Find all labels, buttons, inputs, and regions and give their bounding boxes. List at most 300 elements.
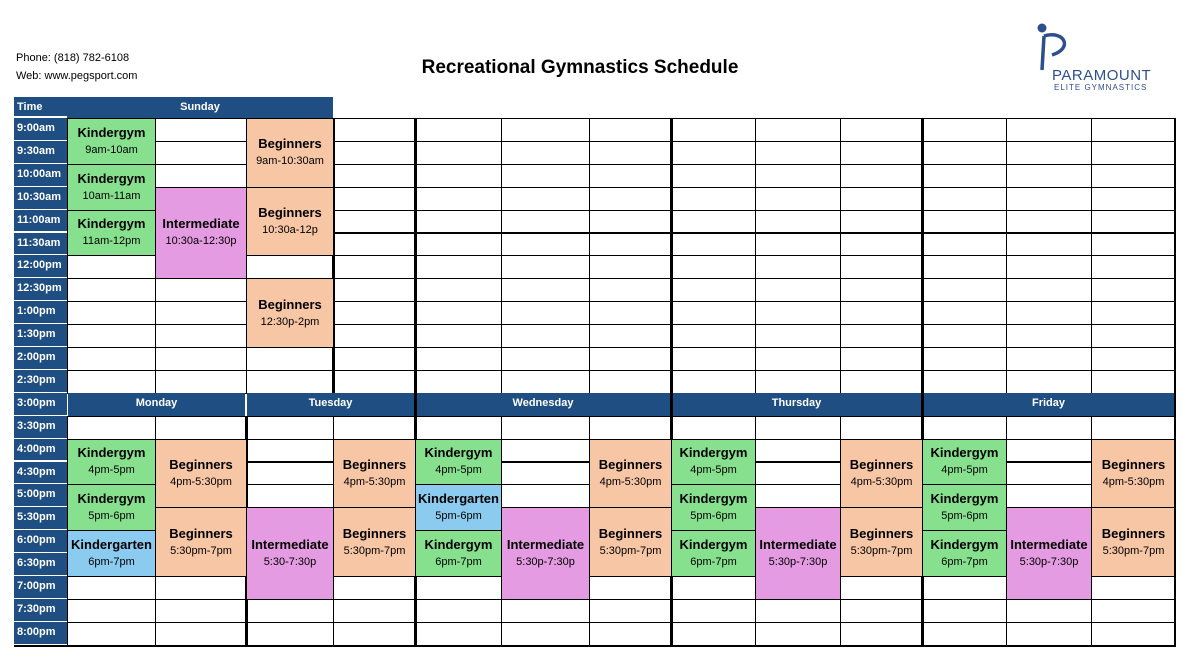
grid-cell [67,278,156,302]
grid-cell [415,370,502,394]
grid-cell [333,599,416,623]
beginners-class-block [246,118,334,188]
grid-cell [589,324,672,348]
grid-cell [755,278,841,302]
grid-cell [671,416,756,440]
phone-text: Phone: (818) 782-6108 [16,52,130,64]
grid-cell [922,278,1007,302]
grid-cell [840,187,923,211]
time-label: 1:00pm [14,301,67,325]
grid-cell [246,347,334,371]
class-time: 9am-10:30am [256,155,324,168]
time-label: 11:00am [14,210,67,234]
time-label: 5:30pm [14,507,67,531]
grid-cell [922,118,1007,142]
grid-cell [415,301,502,325]
grid-cell [501,622,590,646]
grid-cell [671,164,756,188]
intermediate-class-block [246,507,334,600]
grid-cell [1006,301,1092,325]
grid-cell [501,278,590,302]
grid-cell [1091,576,1176,600]
kindergym-class-block [67,164,156,211]
grid-cell [155,164,247,188]
grid-cell [1006,599,1092,623]
kindergym-class-block [67,210,156,257]
intermediate-class-block [501,507,590,600]
logo-brand-text: PARAMOUNT [1052,67,1152,84]
class-name: Kindergym [679,491,748,507]
grid-cell [755,484,841,508]
class-name: Kindergym [930,445,999,461]
class-name: Beginners [258,136,322,152]
class-time: 4pm-5pm [88,464,135,477]
grid-cell [671,347,756,371]
grid-cell [67,576,156,600]
grid-cell [1006,439,1092,463]
grid-cell [67,301,156,325]
grid-cell [589,599,672,623]
grid-cell [755,164,841,188]
class-name: Kindergym [930,491,999,507]
grid-cell [333,301,416,325]
grid-cell [1091,416,1176,440]
grid-cell [840,370,923,394]
grid-cell [333,118,416,142]
class-time: 10:30a-12:30p [165,235,237,248]
grid-cell [589,141,672,165]
grid-cell [415,187,502,211]
grid-cell [501,141,590,165]
grid-cell [1006,622,1092,646]
kindergym-class-block [67,118,156,165]
grid-cell [246,416,334,440]
class-name: Beginners [342,456,407,472]
grid-cell [671,599,756,623]
grid-cell [1006,278,1092,302]
grid-cell [1091,370,1176,394]
grid-cell [155,324,247,348]
kindergym-class-block [415,439,502,486]
grid-cell [155,622,247,646]
beginners-class-block [333,507,416,577]
grid-cell [1091,118,1176,142]
class-name: Beginners [169,456,233,472]
class-time: 5:30pm-7pm [599,544,662,557]
grid-cell [67,324,156,348]
time-label: 9:30am [14,141,67,165]
class-time: 5pm-6pm [435,510,482,523]
class-time: 9am-10am [85,143,138,156]
grid-cell [671,622,756,646]
time-label: 12:00pm [14,255,67,279]
grid-cell [589,347,672,371]
class-name: Beginners [169,525,233,541]
time-label: 2:30pm [14,370,67,394]
class-time: 10:30a-12p [262,224,318,237]
grid-cell [589,233,672,257]
class-time: 5:30pm-7pm [850,544,913,557]
grid-cell [755,141,841,165]
grid-cell [840,255,923,279]
grid-cell [67,370,156,394]
grid-cell [922,599,1007,623]
grid-cell [501,439,590,463]
grid-cell [415,118,502,142]
grid-cell [589,164,672,188]
grid-cell [1006,462,1092,486]
grid-cell [333,622,416,646]
grid-cell [589,210,672,234]
beginners-class-block [840,507,923,577]
class-time: 5pm-6pm [941,510,988,523]
class-time: 4pm-5:30pm [850,475,913,488]
class-name: Intermediate [162,216,240,232]
grid-cell [755,462,841,486]
grid-cell [589,278,672,302]
day-header-monday: Monday [68,393,245,416]
grid-cell [246,599,334,623]
grid-cell [333,141,416,165]
grid-cell [333,233,416,257]
grid-cell [922,576,1007,600]
class-time: 4pm-5pm [690,464,737,477]
class-time: 5:30-7:30p [263,556,317,569]
time-label: 12:30pm [14,278,67,302]
class-time: 5:30pm-7pm [343,544,406,557]
grid-cell [755,347,841,371]
class-name: Kindergym [77,445,146,461]
class-name: Kindergym [679,445,748,461]
grid-cell [501,255,590,279]
grid-cell [1006,141,1092,165]
grid-cell [501,210,590,234]
grid-cell [501,416,590,440]
logo-sub-text: ELITE GYMNASTICS [1054,83,1148,92]
class-name: Beginners [258,296,322,312]
grid-cell [155,416,247,440]
class-time: 4pm-5:30pm [599,475,662,488]
grid-cell [501,347,590,371]
grid-cell [1006,324,1092,348]
time-label: 10:00am [14,164,67,188]
grid-cell [501,233,590,257]
grid-cell [840,324,923,348]
grid-cell [501,462,590,486]
web-text: Web: www.pegsport.com [16,70,138,82]
grid-cell [415,233,502,257]
grid-cell [589,187,672,211]
class-time: 6pm-7pm [941,556,988,569]
class-time: 5:30pm-7pm [1102,544,1165,557]
beginners-class-block [246,187,334,257]
grid-cell [671,370,756,394]
grid-cell [1006,210,1092,234]
time-label: 4:00pm [14,439,67,463]
grid-cell [155,118,247,142]
class-name: Intermediate [506,537,585,553]
grid-cell [155,576,247,600]
grid-cell [333,416,416,440]
kindergym-class-block [67,439,156,486]
day-divider [414,118,417,393]
kindergym-class-block [671,484,756,531]
grid-cell [67,622,156,646]
grid-cell [922,324,1007,348]
beginners-class-block [840,439,923,509]
kindergarten-class-block [415,484,502,531]
grid-cell [1091,301,1176,325]
grid-cell [246,255,334,279]
class-name: Kindergarten [71,537,152,553]
grid-cell [333,576,416,600]
class-name: Beginners [598,456,663,472]
beginners-class-block [246,278,334,348]
grid-cell [415,576,502,600]
grid-cell [1006,118,1092,142]
kindergym-class-block [922,439,1007,486]
grid-cell [840,576,923,600]
grid-cell [840,210,923,234]
grid-cell [333,370,416,394]
grid-cell [155,141,247,165]
grid-cell [415,164,502,188]
class-name: Beginners [849,456,914,472]
grid-cell [922,347,1007,371]
grid-cell [840,118,923,142]
grid-cell [589,622,672,646]
grid-cell [755,370,841,394]
grid-cell [840,233,923,257]
grid-cell [1091,233,1176,257]
class-name: Kindergym [77,491,146,507]
grid-cell [67,599,156,623]
grid-cell [755,255,841,279]
grid-cell [755,599,841,623]
beginners-class-block [1091,439,1176,509]
class-time: 4pm-5:30pm [343,475,406,488]
grid-cell [415,416,502,440]
kindergym-class-block [415,530,502,577]
grid-cell [755,118,841,142]
time-label: 9:00am [14,118,67,142]
grid-cell [922,370,1007,394]
beginners-class-block [1091,507,1176,577]
grid-cell [333,255,416,279]
grid-cell [755,301,841,325]
time-label: 1:30pm [14,324,67,348]
grid-cell [246,370,334,394]
grid-cell [1006,233,1092,257]
class-name: Kindergym [77,124,146,140]
day-header-sunday: Sunday [67,97,333,118]
grid-cell [671,301,756,325]
grid-cell [922,233,1007,257]
day-header-wednesday: Wednesday [416,393,670,416]
grid-cell [501,301,590,325]
grid-cell [589,255,672,279]
grid-cell [671,255,756,279]
class-time: 5pm-6pm [88,510,135,523]
grid-cell [755,439,841,463]
grid-cell [246,439,334,463]
class-name: Beginners [598,525,663,541]
grid-cell [755,233,841,257]
grid-cell [922,141,1007,165]
grid-cell [246,622,334,646]
grid-cell [755,210,841,234]
grid-cell [155,301,247,325]
kindergym-class-block [671,530,756,577]
time-label: 6:30pm [14,553,67,577]
grid-cell [415,141,502,165]
class-time: 4pm-5:30pm [1102,475,1165,488]
kindergarten-class-block [67,530,156,577]
class-time: 5:30p-7:30p [1019,556,1079,569]
time-header: Time [14,97,67,118]
grid-cell [415,210,502,234]
grid-cell [589,301,672,325]
time-label: 4:30pm [14,462,67,486]
grid-cell [333,187,416,211]
grid-cell [589,576,672,600]
beginners-class-block [589,439,672,509]
grid-cell [333,324,416,348]
grid-cell [1091,324,1176,348]
grid-cell [922,164,1007,188]
grid-cell [589,118,672,142]
grid-cell [755,416,841,440]
page-title: Recreational Gymnastics Schedule [421,57,739,78]
grid-cell [1006,370,1092,394]
grid-cell [501,484,590,508]
grid-cell [671,141,756,165]
grid-cell [840,416,923,440]
time-label: 3:00pm [14,393,67,417]
time-label: 8:00pm [14,622,67,646]
grid-cell [671,278,756,302]
grid-cell [671,187,756,211]
class-time: 5pm-6pm [690,510,737,523]
day-header-thursday: Thursday [672,393,921,416]
class-name: Beginners [258,205,322,221]
grid-cell [1006,164,1092,188]
grid-cell [671,576,756,600]
grid-cell [333,164,416,188]
time-label: 3:30pm [14,416,67,440]
grid-cell [246,484,334,508]
grid-cell [840,599,923,623]
beginners-class-block [155,439,247,509]
grid-cell [840,164,923,188]
beginners-class-block [155,507,247,577]
class-name: Kindergym [424,445,493,461]
grid-cell [415,622,502,646]
grid-cell [1091,622,1176,646]
class-name: Beginners [1101,456,1166,472]
time-label: 6:00pm [14,530,67,554]
class-name: Kindergym [424,537,493,553]
grid-cell [155,599,247,623]
grid-cell [671,210,756,234]
grid-cell [755,622,841,646]
time-label: 7:30pm [14,599,67,623]
grid-cell [1091,278,1176,302]
day-divider [921,118,924,393]
grid-cell [155,370,247,394]
beginners-class-block [333,439,416,509]
day-header-tuesday: Tuesday [247,393,414,416]
grid-cell [755,187,841,211]
time-label: 7:00pm [14,576,67,600]
grid-cell [755,324,841,348]
grid-cell [1006,347,1092,371]
kindergym-class-block [922,530,1007,577]
class-name: Intermediate [1010,537,1088,553]
grid-cell [922,187,1007,211]
grid-cell [333,347,416,371]
grid-cell [922,416,1007,440]
kindergym-class-block [671,439,756,486]
time-label: 5:00pm [14,484,67,508]
grid-bottom-border [14,645,1176,647]
grid-cell [501,370,590,394]
grid-cell [1006,255,1092,279]
class-name: Kindergym [679,537,748,553]
time-label: 10:30am [14,187,67,211]
grid-cell [671,324,756,348]
grid-cell [840,622,923,646]
grid-cell [1091,347,1176,371]
grid-cell [67,255,156,279]
grid-cell [155,278,247,302]
grid-cell [1091,210,1176,234]
grid-cell [1006,187,1092,211]
grid-cell [415,324,502,348]
kindergym-class-block [922,484,1007,531]
intermediate-class-block [1006,507,1092,600]
grid-cell [333,210,416,234]
grid-cell [415,599,502,623]
class-time: 10am-11am [82,189,141,202]
class-time: 12:30p-2pm [260,315,320,328]
grid-cell [333,278,416,302]
class-time: 4pm-5:30pm [170,475,232,488]
grid-cell [501,118,590,142]
day-divider [670,118,673,393]
class-name: Intermediate [759,537,837,553]
grid-cell [922,255,1007,279]
class-time: 5:30p-7:30p [768,556,828,569]
grid-cell [922,622,1007,646]
class-name: Kindergarten [418,491,499,507]
grid-right-border [1174,118,1176,645]
grid-cell [155,347,247,371]
grid-cell [415,278,502,302]
grid-cell [840,301,923,325]
class-time: 4pm-5pm [435,464,482,477]
class-name: Kindergym [77,170,146,186]
time-label: 11:30am [14,233,67,257]
class-time: 11am-12pm [82,235,141,248]
grid-cell [1091,187,1176,211]
grid-cell [1091,141,1176,165]
class-time: 6pm-7pm [435,556,482,569]
class-name: Kindergym [77,216,146,232]
grid-cell [501,324,590,348]
grid-cell [501,164,590,188]
grid-cell [589,370,672,394]
